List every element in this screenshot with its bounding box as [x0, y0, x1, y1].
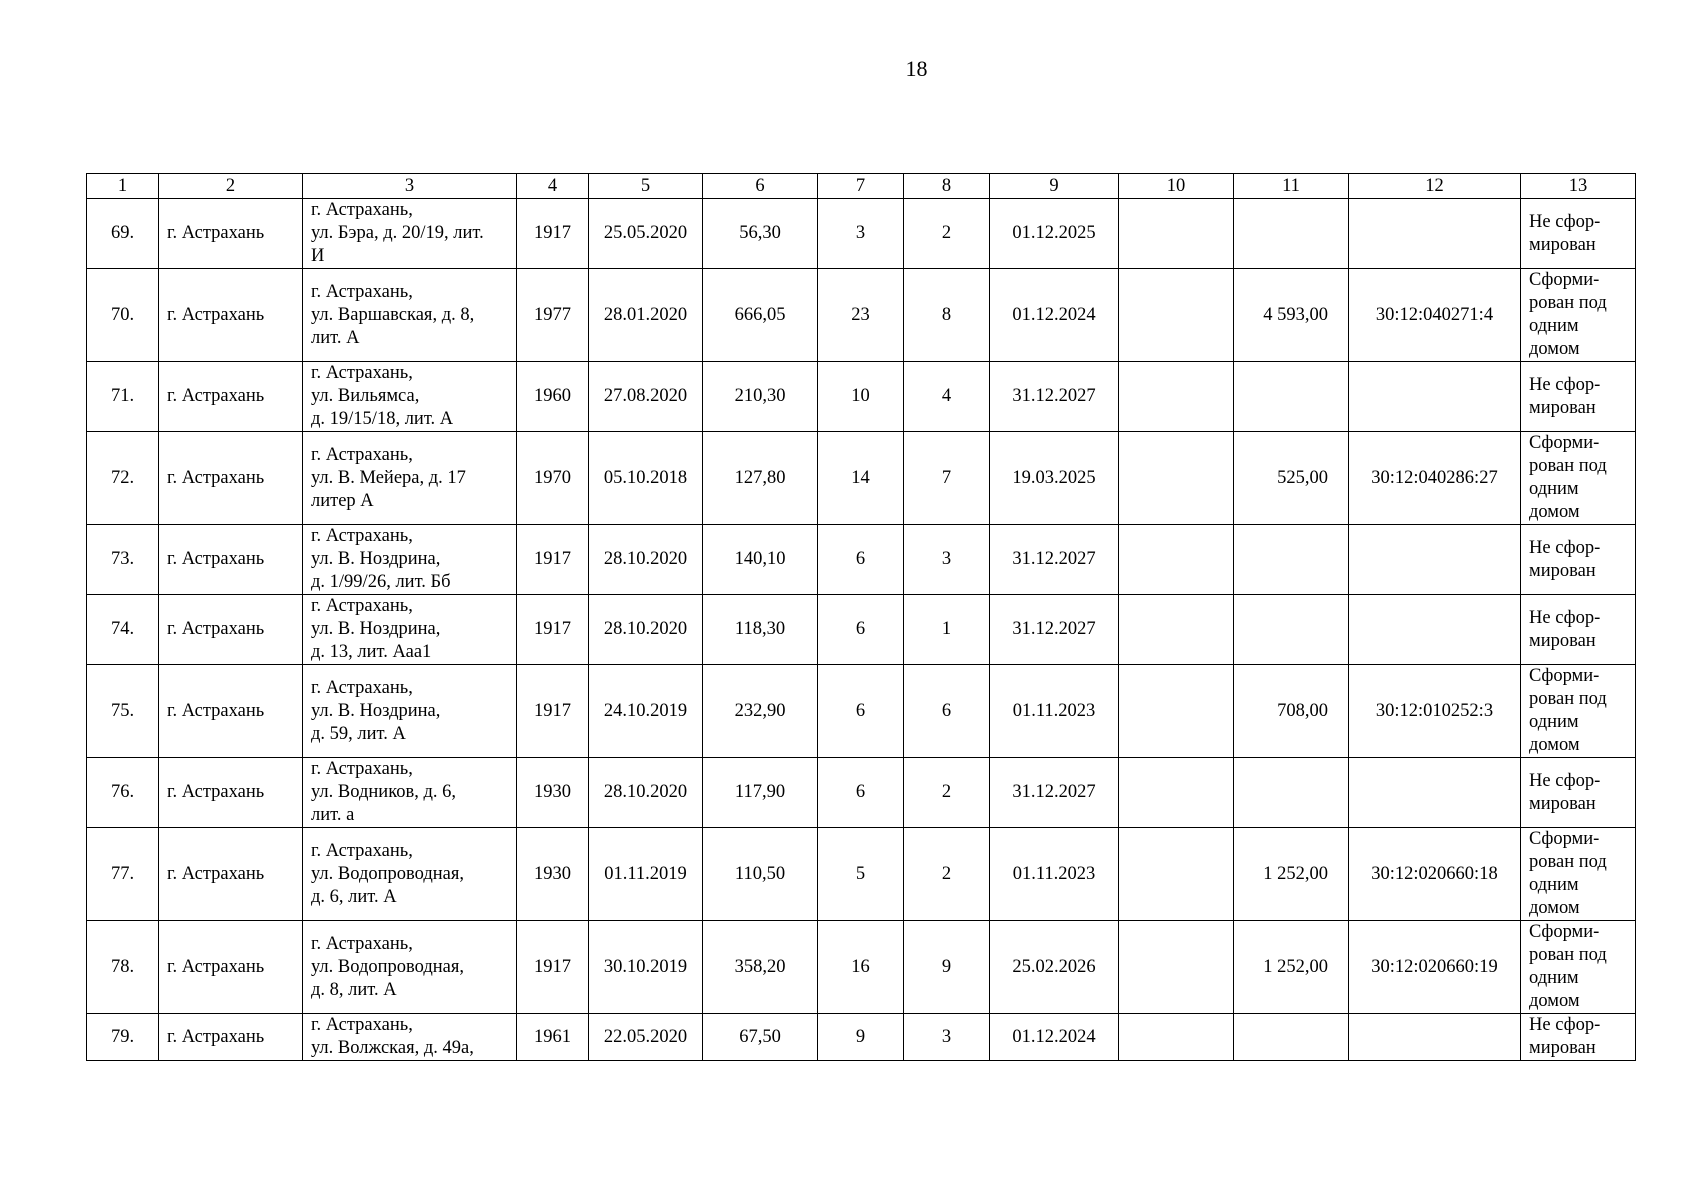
status-cell: [1521, 269, 1636, 362]
address-cell-line: г. Астрахань,: [311, 933, 413, 954]
area-cell: 140,10: [703, 525, 818, 595]
address-cell: [303, 921, 517, 1014]
address-cell-line: ул. Волжская, д. 49а,: [311, 1038, 474, 1058]
land-area-cell: 1 252,00: [1234, 828, 1349, 921]
address-cell: [303, 595, 517, 665]
address-cell-line: г. Астрахань,: [311, 596, 413, 616]
count-cell: 9: [818, 1014, 904, 1061]
status-cell-line: Не сфор-: [1529, 374, 1601, 395]
date-cell: 25.02.2026: [990, 921, 1119, 1014]
date-cell: 31.12.2027: [990, 525, 1119, 595]
date-cell: 01.12.2025: [990, 199, 1119, 269]
empty-cell: [1119, 921, 1234, 1014]
address-cell-line: г. Астрахань,: [311, 444, 413, 465]
empty-cell: [1119, 665, 1234, 758]
address-cell-line: г. Астрахань,: [311, 363, 413, 383]
column-header: 2: [159, 174, 303, 199]
address-cell-line: д. 6, лит. А: [311, 886, 397, 907]
status-cell-line: рован под: [1529, 852, 1607, 872]
city-cell: г. Астрахань: [159, 199, 303, 269]
column-header: 12: [1349, 174, 1521, 199]
status-cell-line: домом: [1529, 502, 1580, 522]
status-cell-line: рован под: [1529, 456, 1607, 476]
city-cell: г. Астрахань: [159, 1014, 303, 1061]
date-cell: 28.10.2020: [589, 525, 703, 595]
status-cell-line: одним: [1529, 968, 1579, 988]
address-cell-line: ул. В. Ноздрина,: [311, 619, 441, 639]
area-cell: 110,50: [703, 828, 818, 921]
address-cell-line: ул. Вильямса,: [311, 386, 420, 406]
status-cell-line: одним: [1529, 712, 1579, 732]
address-cell-line: г. Астрахань,: [311, 281, 413, 302]
area-cell: 210,30: [703, 362, 818, 432]
date-cell: 19.03.2025: [990, 432, 1119, 525]
table-row: [87, 1014, 1636, 1061]
year-cell: 1917: [517, 921, 589, 1014]
count-cell: 16: [818, 921, 904, 1014]
column-header: 10: [1119, 174, 1234, 199]
column-header: 7: [818, 174, 904, 199]
status-cell-line: Не сфор-: [1529, 607, 1601, 628]
address-cell-line: д. 13, лит. Ааа1: [311, 642, 432, 662]
status-cell: [1521, 921, 1636, 1014]
status-cell-line: мирован: [1529, 234, 1596, 255]
address-cell-line: ул. Бэра, д. 20/19, лит.: [311, 223, 484, 243]
count-cell: 6: [818, 525, 904, 595]
status-cell-line: Сформи-: [1529, 829, 1600, 849]
column-header: 3: [303, 174, 517, 199]
city-cell: г. Астрахань: [159, 269, 303, 362]
date-cell: 01.11.2019: [589, 828, 703, 921]
row-number: 71.: [87, 362, 159, 432]
address-cell: [303, 758, 517, 828]
address-cell-line: г. Астрахань,: [311, 759, 413, 779]
column-header: 8: [904, 174, 990, 199]
row-number: 72.: [87, 432, 159, 525]
empty-cell: [1119, 199, 1234, 269]
date-cell: 31.12.2027: [990, 362, 1119, 432]
status-cell-line: мирован: [1529, 793, 1596, 814]
status-cell-line: Сформи-: [1529, 666, 1600, 686]
count-cell: 10: [818, 362, 904, 432]
cadastral-number-cell: [1349, 362, 1521, 432]
count-cell: 6: [818, 665, 904, 758]
count-cell: 6: [818, 758, 904, 828]
status-cell-line: домом: [1529, 991, 1580, 1011]
address-cell-line: ул. Варшавская, д. 8,: [311, 304, 475, 325]
address-cell: [303, 269, 517, 362]
column-header: 6: [703, 174, 818, 199]
address-cell-line: лит. а: [311, 805, 355, 825]
address-cell: [303, 1014, 517, 1061]
status-cell: [1521, 595, 1636, 665]
land-area-cell: [1234, 525, 1349, 595]
column-header: 11: [1234, 174, 1349, 199]
status-cell-line: Не сфор-: [1529, 211, 1601, 232]
date-cell: 01.11.2023: [990, 665, 1119, 758]
status-cell-line: Сформи-: [1529, 270, 1600, 290]
table-row: [87, 758, 1636, 828]
address-cell-line: ул. В. Ноздрина,: [311, 549, 441, 569]
count-cell: 5: [818, 828, 904, 921]
land-area-cell: [1234, 758, 1349, 828]
date-cell: 25.05.2020: [589, 199, 703, 269]
count-cell: 14: [818, 432, 904, 525]
cadastral-number-cell: 30:12:010252:3: [1349, 665, 1521, 758]
column-number-row: [87, 174, 1636, 199]
status-cell-line: домом: [1529, 898, 1580, 918]
address-cell: [303, 525, 517, 595]
status-cell: [1521, 432, 1636, 525]
area-cell: 67,50: [703, 1014, 818, 1061]
count-cell: 3: [904, 1014, 990, 1061]
column-header: 13: [1521, 174, 1636, 199]
date-cell: 28.10.2020: [589, 595, 703, 665]
table-row: [87, 828, 1636, 921]
address-cell-line: ул. Водников, д. 6,: [311, 782, 457, 802]
empty-cell: [1119, 758, 1234, 828]
empty-cell: [1119, 1014, 1234, 1061]
table-row: [87, 525, 1636, 595]
city-cell: г. Астрахань: [159, 665, 303, 758]
status-cell: [1521, 362, 1636, 432]
status-cell-line: рован под: [1529, 945, 1607, 965]
date-cell: 01.11.2023: [990, 828, 1119, 921]
address-cell-line: ул. Водопроводная,: [311, 863, 465, 884]
status-cell: [1521, 1014, 1636, 1061]
address-cell-line: г. Астрахань,: [311, 1015, 413, 1035]
address-cell-line: г. Астрахань,: [311, 526, 413, 546]
count-cell: 1: [904, 595, 990, 665]
cadastral-number-cell: [1349, 1014, 1521, 1061]
area-cell: 358,20: [703, 921, 818, 1014]
count-cell: 4: [904, 362, 990, 432]
status-cell-line: одним: [1529, 316, 1579, 336]
status-cell-line: рован под: [1529, 689, 1607, 709]
date-cell: 05.10.2018: [589, 432, 703, 525]
city-cell: г. Астрахань: [159, 828, 303, 921]
address-cell-line: г. Астрахань,: [311, 840, 413, 861]
empty-cell: [1119, 595, 1234, 665]
status-cell-line: домом: [1529, 339, 1580, 359]
status-cell-line: рован под: [1529, 293, 1607, 313]
address-cell-line: ул. Водопроводная,: [311, 956, 465, 977]
year-cell: 1961: [517, 1014, 589, 1061]
area-cell: 666,05: [703, 269, 818, 362]
address-cell-line: г. Астрахань,: [311, 200, 413, 220]
year-cell: 1930: [517, 758, 589, 828]
empty-cell: [1119, 525, 1234, 595]
count-cell: 6: [904, 665, 990, 758]
empty-cell: [1119, 432, 1234, 525]
count-cell: 9: [904, 921, 990, 1014]
status-cell-line: Не сфор-: [1529, 1015, 1601, 1035]
row-number: 78.: [87, 921, 159, 1014]
cadastral-number-cell: [1349, 199, 1521, 269]
year-cell: 1970: [517, 432, 589, 525]
land-area-cell: 708,00: [1234, 665, 1349, 758]
date-cell: 28.01.2020: [589, 269, 703, 362]
area-cell: 118,30: [703, 595, 818, 665]
status-cell-line: Сформи-: [1529, 433, 1600, 453]
row-number: 79.: [87, 1014, 159, 1061]
date-cell: 30.10.2019: [589, 921, 703, 1014]
year-cell: 1917: [517, 665, 589, 758]
housing-register-table: [86, 173, 1636, 1061]
column-header: 5: [589, 174, 703, 199]
land-area-cell: [1234, 595, 1349, 665]
status-cell-line: домом: [1529, 735, 1580, 755]
page-number: 18: [905, 56, 928, 81]
status-cell: [1521, 828, 1636, 921]
empty-cell: [1119, 828, 1234, 921]
address-cell: [303, 665, 517, 758]
year-cell: 1960: [517, 362, 589, 432]
city-cell: г. Астрахань: [159, 758, 303, 828]
address-cell-line: д. 1/99/26, лит. Бб: [311, 572, 451, 592]
status-cell-line: мирован: [1529, 1038, 1596, 1058]
address-cell-line: д. 59, лит. А: [311, 723, 406, 744]
address-cell-line: литер А: [311, 490, 374, 511]
year-cell: 1917: [517, 199, 589, 269]
row-number: 70.: [87, 269, 159, 362]
cadastral-number-cell: 30:12:040271:4: [1349, 269, 1521, 362]
area-cell: 127,80: [703, 432, 818, 525]
empty-cell: [1119, 269, 1234, 362]
address-cell: [303, 432, 517, 525]
status-cell-line: одним: [1529, 479, 1579, 499]
year-cell: 1930: [517, 828, 589, 921]
table-body: [87, 199, 1636, 1061]
status-cell-line: Сформи-: [1529, 922, 1600, 942]
cadastral-number-cell: [1349, 758, 1521, 828]
table-row: [87, 269, 1636, 362]
address-cell-line: ул. В. Ноздрина,: [311, 700, 441, 721]
year-cell: 1977: [517, 269, 589, 362]
table-row: [87, 432, 1636, 525]
count-cell: 2: [904, 828, 990, 921]
area-cell: 56,30: [703, 199, 818, 269]
date-cell: 22.05.2020: [589, 1014, 703, 1061]
cadastral-number-cell: 30:12:020660:19: [1349, 921, 1521, 1014]
count-cell: 3: [904, 525, 990, 595]
city-cell: г. Астрахань: [159, 432, 303, 525]
table-row: [87, 921, 1636, 1014]
land-area-cell: 525,00: [1234, 432, 1349, 525]
date-cell: 01.12.2024: [990, 269, 1119, 362]
status-cell-line: Не сфор-: [1529, 770, 1601, 791]
empty-cell: [1119, 362, 1234, 432]
row-number: 75.: [87, 665, 159, 758]
cadastral-number-cell: 30:12:040286:27: [1349, 432, 1521, 525]
date-cell: 28.10.2020: [589, 758, 703, 828]
cadastral-number-cell: 30:12:020660:18: [1349, 828, 1521, 921]
status-cell: [1521, 199, 1636, 269]
column-header: 4: [517, 174, 589, 199]
date-cell: 31.12.2027: [990, 758, 1119, 828]
area-cell: 232,90: [703, 665, 818, 758]
count-cell: 6: [818, 595, 904, 665]
city-cell: г. Астрахань: [159, 362, 303, 432]
status-cell: [1521, 665, 1636, 758]
address-cell-line: ул. В. Мейера, д. 17: [311, 467, 466, 488]
count-cell: 2: [904, 199, 990, 269]
land-area-cell: 1 252,00: [1234, 921, 1349, 1014]
row-number: 77.: [87, 828, 159, 921]
year-cell: 1917: [517, 525, 589, 595]
status-cell: [1521, 758, 1636, 828]
row-number: 76.: [87, 758, 159, 828]
column-header: 1: [87, 174, 159, 199]
city-cell: г. Астрахань: [159, 595, 303, 665]
status-cell-line: одним: [1529, 875, 1579, 895]
row-number: 74.: [87, 595, 159, 665]
address-cell: [303, 199, 517, 269]
date-cell: 31.12.2027: [990, 595, 1119, 665]
cadastral-number-cell: [1349, 595, 1521, 665]
table-row: [87, 199, 1636, 269]
table-row: [87, 362, 1636, 432]
land-area-cell: [1234, 1014, 1349, 1061]
status-cell-line: Не сфор-: [1529, 537, 1601, 558]
status-cell-line: мирован: [1529, 397, 1596, 418]
count-cell: 3: [818, 199, 904, 269]
status-cell: [1521, 525, 1636, 595]
address-cell-line: д. 19/15/18, лит. А: [311, 409, 454, 429]
row-number: 69.: [87, 199, 159, 269]
date-cell: 27.08.2020: [589, 362, 703, 432]
area-cell: 117,90: [703, 758, 818, 828]
address-cell-line: лит. А: [311, 327, 360, 348]
address-cell-line: И: [311, 246, 325, 266]
count-cell: 23: [818, 269, 904, 362]
table-row: [87, 665, 1636, 758]
land-area-cell: [1234, 199, 1349, 269]
status-cell-line: мирован: [1529, 630, 1596, 651]
count-cell: 7: [904, 432, 990, 525]
count-cell: 8: [904, 269, 990, 362]
address-cell: [303, 362, 517, 432]
year-cell: 1917: [517, 595, 589, 665]
column-header: 9: [990, 174, 1119, 199]
status-cell-line: мирован: [1529, 560, 1596, 581]
count-cell: 2: [904, 758, 990, 828]
table-row: [87, 595, 1636, 665]
address-cell-line: д. 8, лит. А: [311, 979, 397, 1000]
cadastral-number-cell: [1349, 525, 1521, 595]
address-cell: [303, 828, 517, 921]
land-area-cell: [1234, 362, 1349, 432]
date-cell: 01.12.2024: [990, 1014, 1119, 1061]
address-cell-line: г. Астрахань,: [311, 677, 413, 698]
land-area-cell: 4 593,00: [1234, 269, 1349, 362]
date-cell: 24.10.2019: [589, 665, 703, 758]
row-number: 73.: [87, 525, 159, 595]
city-cell: г. Астрахань: [159, 525, 303, 595]
city-cell: г. Астрахань: [159, 921, 303, 1014]
